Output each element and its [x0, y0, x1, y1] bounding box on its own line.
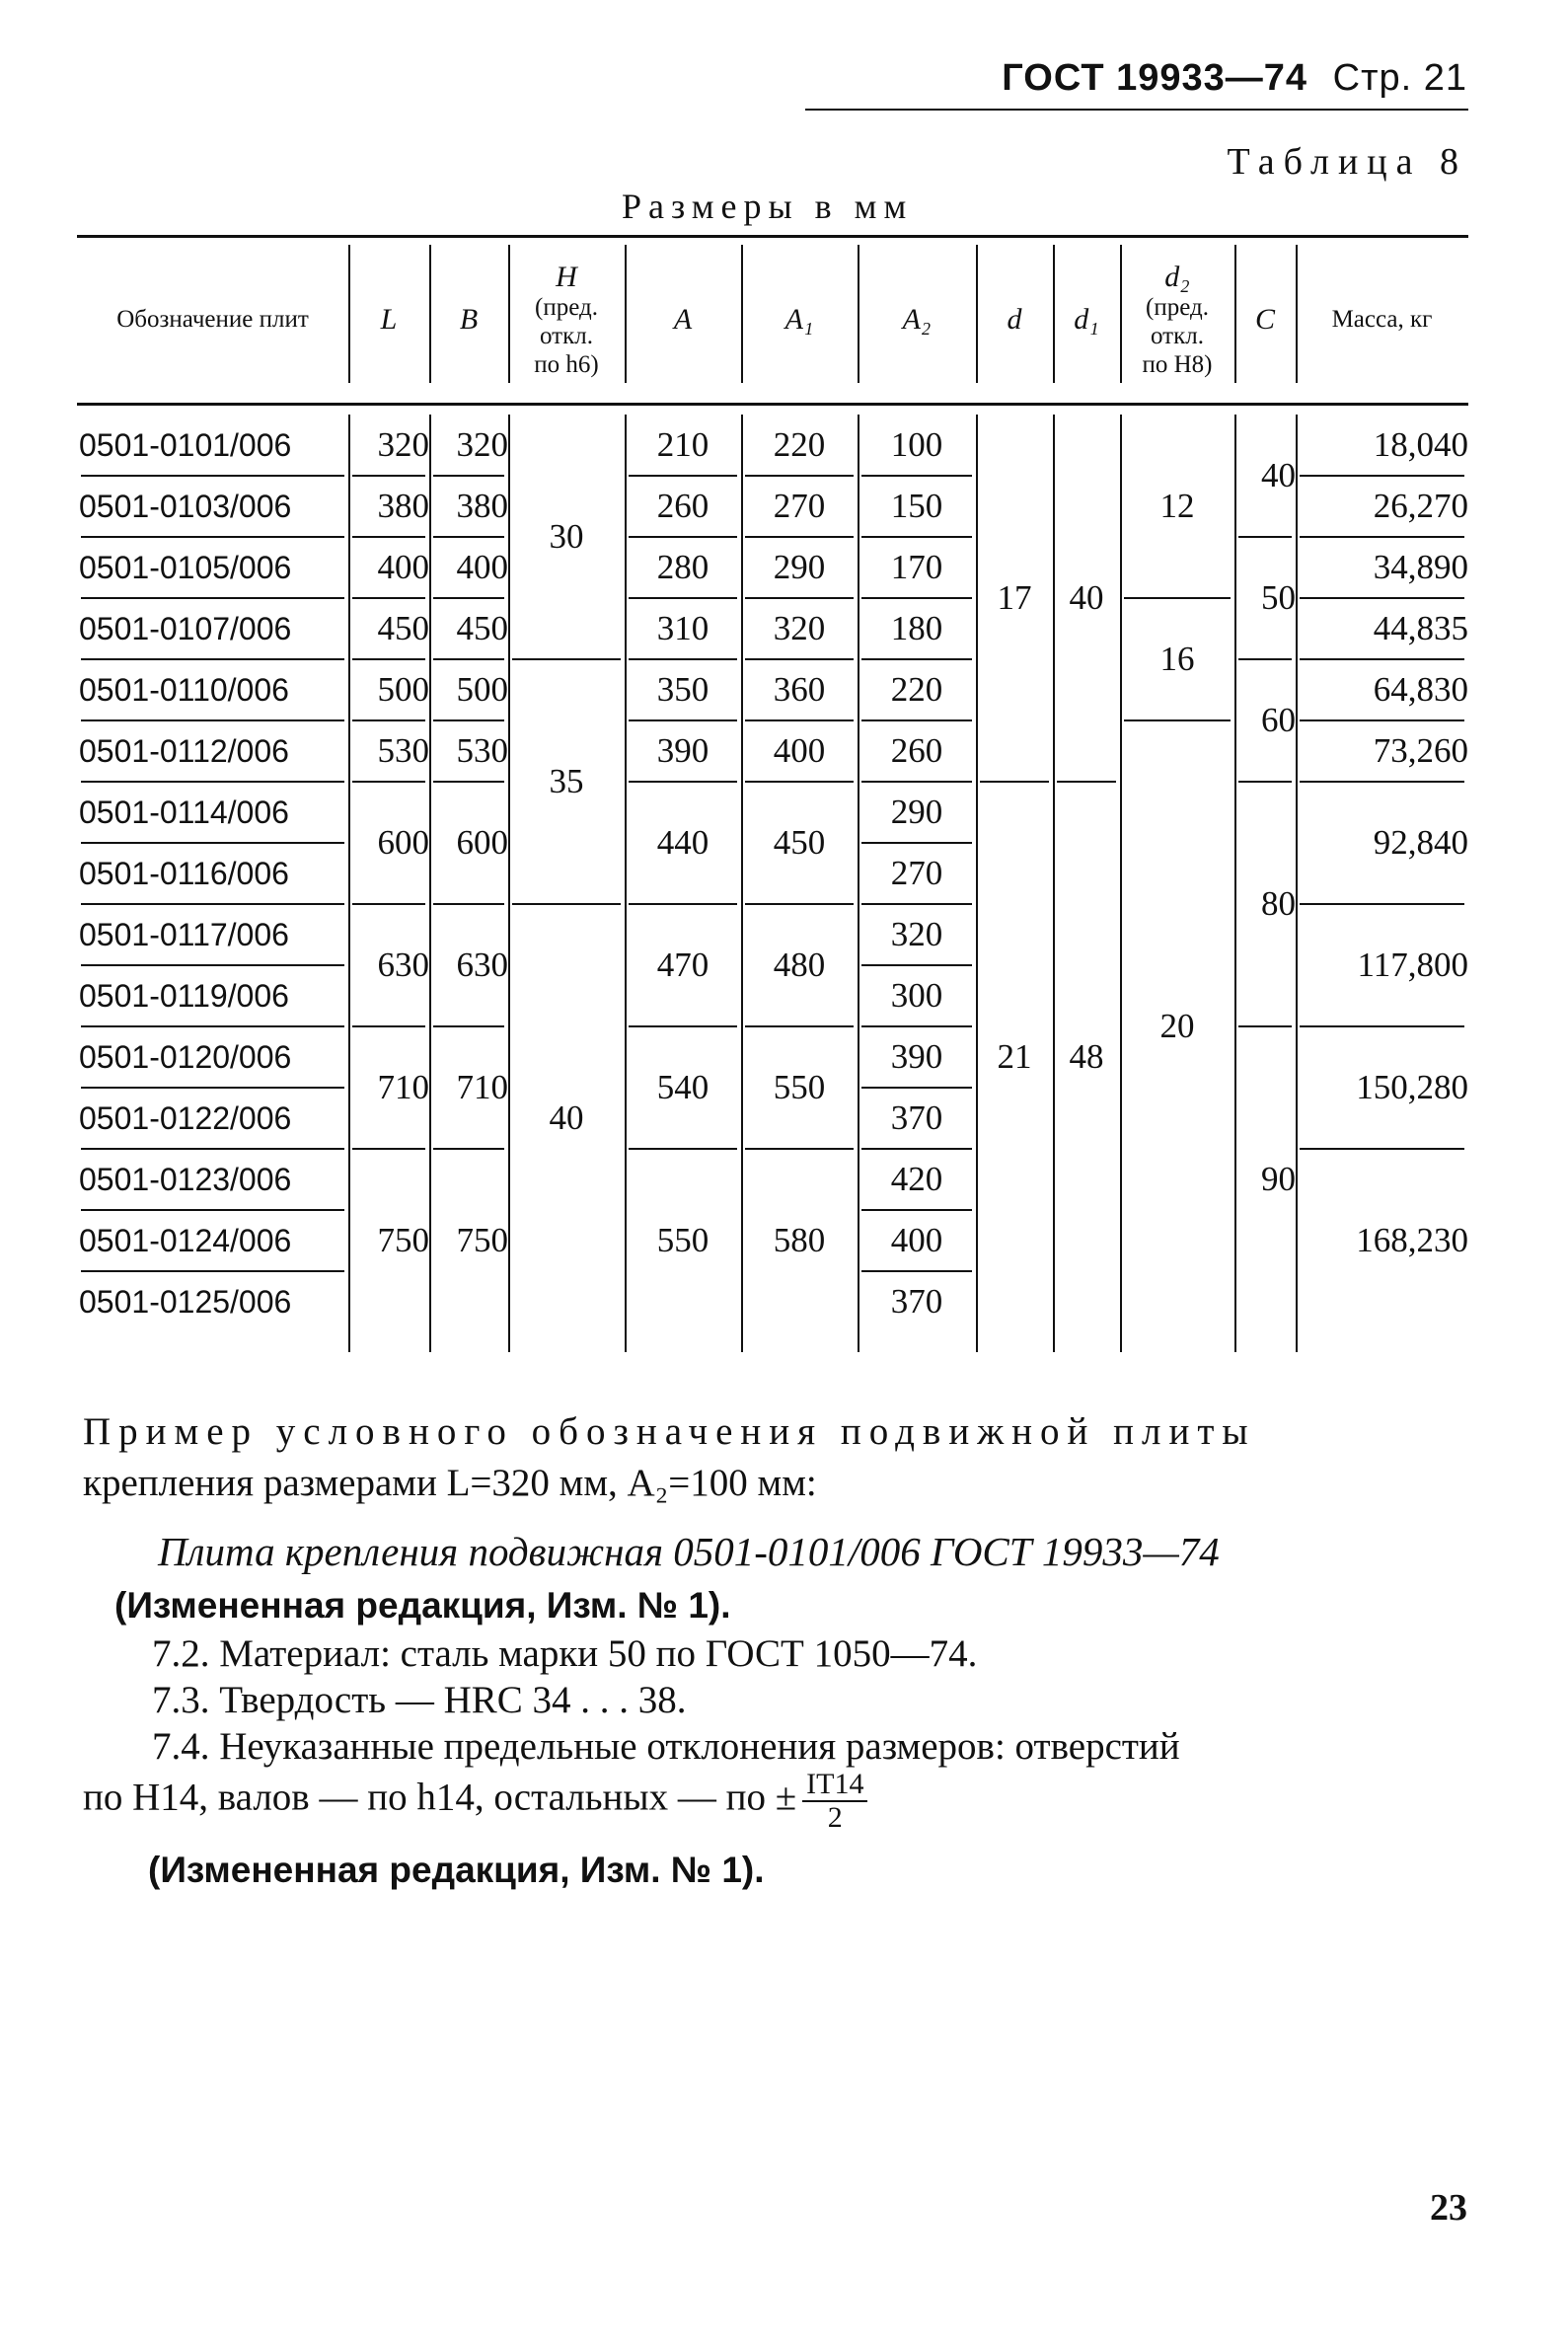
cell-d: 21: [997, 1037, 1032, 1076]
cell-A: 440: [656, 823, 709, 862]
cell-A2: 300: [890, 976, 943, 1015]
cell-L: 500: [377, 670, 429, 709]
cell-B: 600: [456, 823, 508, 862]
header-column-divider: [1296, 245, 1298, 383]
cell-L: 400: [377, 548, 429, 586]
cell-A2: 100: [890, 425, 943, 464]
cell-A2: 170: [890, 548, 943, 586]
cell-A: 210: [656, 425, 709, 464]
cell-A1: 400: [773, 731, 826, 770]
row-designation: 0501-0110/006: [79, 671, 289, 708]
cell-C: 80: [1261, 884, 1296, 923]
cell-A: 350: [656, 670, 709, 709]
cell-C: 60: [1261, 701, 1296, 739]
col-header-A1: A₁: [784, 302, 814, 336]
tolerance-fraction: $\frac{IT14}{2}$: [802, 1769, 867, 1833]
cell-B: 400: [456, 548, 508, 586]
row-designation: 0501-0119/006: [79, 977, 289, 1014]
header-column-divider: [741, 245, 743, 383]
header-doc: ГОСТ 19933—74: [1002, 57, 1308, 99]
cell-H: 30: [549, 517, 584, 556]
cell-L: 380: [377, 487, 429, 525]
col-header-A: A: [673, 302, 693, 336]
cell-A1: 550: [773, 1068, 826, 1106]
col-header-mass: Масса, кг: [1331, 305, 1433, 333]
col-header-d2: d₂ (пред. откл. по H8): [1142, 260, 1213, 378]
header-column-divider: [348, 245, 350, 383]
cell-d2: 12: [1159, 487, 1195, 525]
para-7-2: 7.2. Материал: сталь марки 50 по ГОСТ 1050—74.: [152, 1632, 978, 1675]
cell-C: 50: [1261, 578, 1296, 617]
header-column-divider: [858, 245, 859, 383]
example-designation: Плита крепления подвижная 0501-0101/006 ГОСТ 19933—74: [158, 1529, 1220, 1574]
running-header: [1002, 57, 1467, 100]
col-header-d1: d₁: [1074, 302, 1099, 336]
cell-mass: 26,270: [1373, 487, 1468, 525]
cell-A1: 580: [773, 1221, 826, 1259]
col-header-L: L: [380, 302, 398, 336]
cell-mass: 44,835: [1373, 609, 1468, 647]
cell-d2: 16: [1159, 640, 1195, 678]
cell-A: 550: [656, 1221, 709, 1259]
cell-mass: 168,230: [1356, 1221, 1468, 1259]
cell-A2: 370: [890, 1282, 943, 1321]
cell-A1: 220: [773, 425, 826, 464]
header-column-divider: [508, 245, 510, 383]
cell-A1: 360: [773, 670, 826, 709]
cell-A: 390: [656, 731, 709, 770]
cell-L: 530: [377, 731, 429, 770]
cell-d1: 48: [1069, 1037, 1104, 1076]
para-7-4-line-2: [83, 1769, 867, 1833]
col-header-B: B: [459, 302, 479, 336]
cell-A1: 270: [773, 487, 826, 525]
cell-mass: 18,040: [1373, 425, 1468, 464]
para-7-4-line-1: 7.4. Неуказанные предельные отклонения размеров: отверстий: [152, 1725, 1180, 1768]
header-page: Стр. 21: [1332, 57, 1467, 99]
cell-A1: 450: [773, 823, 826, 862]
cell-A2: 290: [890, 793, 943, 831]
cell-B: 750: [456, 1221, 508, 1259]
row-designation: 0501-0103/006: [79, 488, 292, 524]
cell-B: 320: [456, 425, 508, 464]
cell-A2: 180: [890, 609, 943, 647]
cell-A2: 370: [890, 1098, 943, 1137]
cell-A2: 420: [890, 1160, 943, 1198]
cell-d1: 40: [1069, 578, 1104, 617]
cell-L: 600: [377, 823, 429, 862]
row-designation: 0501-0101/006: [79, 426, 292, 463]
cell-mass: 92,840: [1373, 823, 1468, 862]
col-header-d: d: [1007, 302, 1022, 336]
example-line-1: Пример условного обозначения подвижной плиты: [83, 1410, 1256, 1453]
header-rule: [805, 109, 1468, 111]
cell-A2: 320: [890, 915, 943, 953]
cell-A2: 220: [890, 670, 943, 709]
header-column-divider: [429, 245, 431, 383]
cell-mass: 73,260: [1373, 731, 1468, 770]
col-header-A2: A₂: [902, 302, 932, 336]
cell-A: 470: [656, 946, 709, 984]
cell-A1: 320: [773, 609, 826, 647]
row-designation: 0501-0117/006: [79, 916, 289, 952]
header-column-divider: [1120, 245, 1122, 383]
cell-d2: 20: [1159, 1007, 1195, 1045]
col-header-H: H (пред. откл. по h6): [534, 260, 599, 378]
col-header-C: C: [1254, 302, 1275, 336]
cell-mass: 34,890: [1373, 548, 1468, 586]
cell-C: 90: [1261, 1160, 1296, 1198]
table-title: Таблица 8: [1227, 141, 1467, 183]
cell-L: 450: [377, 609, 429, 647]
cell-L: 750: [377, 1221, 429, 1259]
header-column-divider: [1053, 245, 1055, 383]
col-header-designation: Обозначение плит: [116, 305, 309, 333]
cell-A: 310: [656, 609, 709, 647]
cell-mass: 64,830: [1373, 670, 1468, 709]
cell-L: 320: [377, 425, 429, 464]
cell-H: 40: [549, 1098, 584, 1137]
edit-note-2: (Измененная редакция, Изм. № 1).: [148, 1850, 765, 1890]
row-designation: 0501-0107/006: [79, 610, 292, 646]
cell-B: 450: [456, 609, 508, 647]
header-bottom-rule: [77, 403, 1468, 406]
example-line-2: крепления размерами L=320 мм, A₂=100 мм:: [83, 1462, 817, 1504]
cell-A2: 270: [890, 854, 943, 892]
cell-A: 280: [656, 548, 709, 586]
row-designation: 0501-0120/006: [79, 1038, 292, 1075]
cell-A2: 260: [890, 731, 943, 770]
cell-B: 630: [456, 946, 508, 984]
para-7-3: 7.3. Твердость — HRC 34 . . . 38.: [152, 1679, 687, 1721]
cell-B: 500: [456, 670, 508, 709]
row-designation: 0501-0124/006: [79, 1222, 292, 1258]
cell-A1: 480: [773, 946, 826, 984]
cell-A1: 290: [773, 548, 826, 586]
cell-mass: 117,800: [1357, 946, 1468, 984]
edit-note-1: (Измененная редакция, Изм. № 1).: [114, 1585, 731, 1626]
row-designation: 0501-0123/006: [79, 1161, 292, 1197]
cell-A2: 390: [890, 1037, 943, 1076]
table-top-rule: [77, 235, 1468, 238]
cell-L: 710: [377, 1068, 429, 1106]
row-designation: 0501-0114/006: [79, 794, 289, 830]
units-caption: Размеры в мм: [622, 187, 914, 226]
row-designation: 0501-0122/006: [79, 1099, 292, 1136]
cell-L: 630: [377, 946, 429, 984]
cell-B: 710: [456, 1068, 508, 1106]
cell-A: 540: [656, 1068, 709, 1106]
page-number: 23: [1430, 2187, 1467, 2229]
cell-A2: 400: [890, 1221, 943, 1259]
header-column-divider: [976, 245, 978, 383]
row-designation: 0501-0105/006: [79, 549, 292, 585]
cell-B: 380: [456, 487, 508, 525]
header-column-divider: [625, 245, 627, 383]
row-designation: 0501-0125/006: [79, 1283, 292, 1320]
row-designation: 0501-0116/006: [79, 855, 289, 891]
cell-H: 35: [549, 762, 584, 800]
cell-mass: 150,280: [1356, 1068, 1468, 1106]
cell-A: 260: [656, 487, 709, 525]
cell-A2: 150: [890, 487, 943, 525]
cell-d: 17: [997, 578, 1032, 617]
cell-B: 530: [456, 731, 508, 770]
header-column-divider: [1234, 245, 1236, 383]
cell-C: 40: [1261, 456, 1296, 494]
para-7-4-text: по H14, валов — по h14, остальных — по ±: [83, 1776, 797, 1819]
row-designation: 0501-0112/006: [79, 732, 289, 769]
